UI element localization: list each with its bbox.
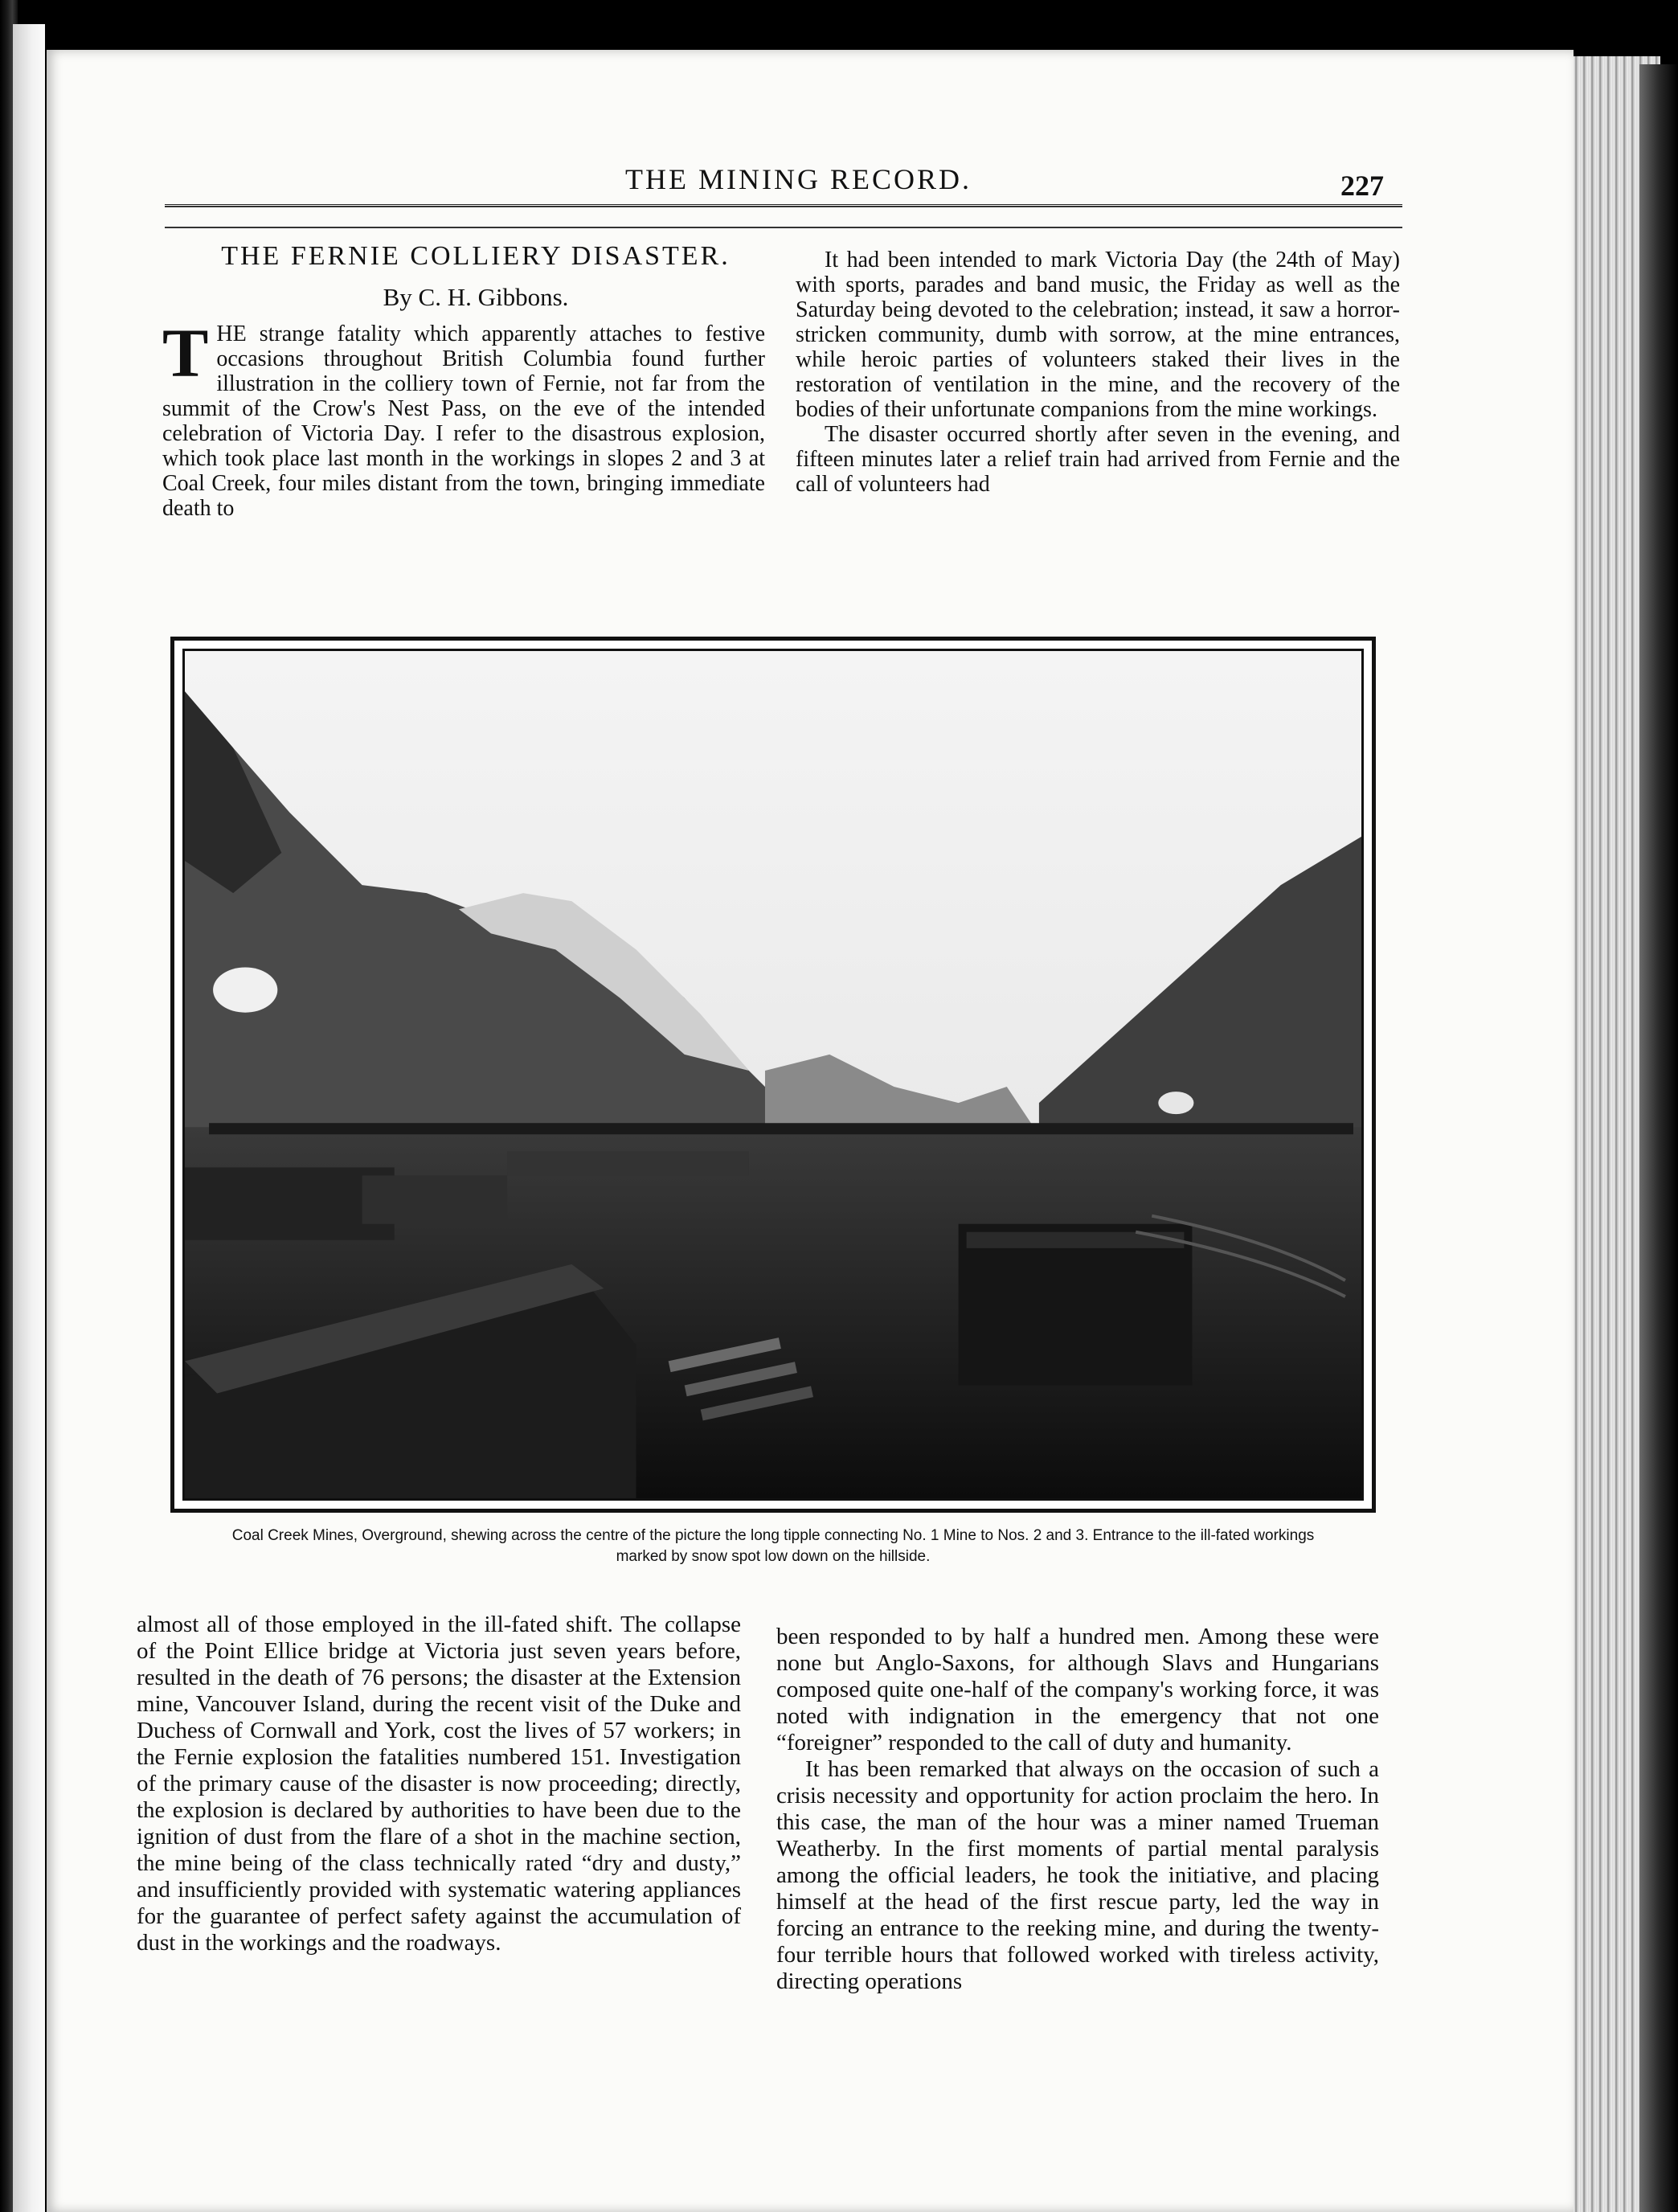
book-cover-edge: [1639, 64, 1678, 2212]
column-right-top: [796, 248, 1400, 497]
drop-cap: T: [162, 314, 209, 391]
paragraph: It has been remarked that always on the occasion of such a crisis necessity and opportunity for action proclaim the hero. In this case, the man of the hour was a miner named Trueman Weatherby. In the first moments of partial mental paralysis among the official leaders, he took the initiative, and placing himself at the head of the first rescue party, led the way in forcing an entrance to the reeking mine, and during the twenty-four terrible hours that followed worked with tireless activity, directing operations: [776, 1756, 1379, 1994]
column-left-bottom: [137, 1612, 741, 1956]
article-title: THE FERNIE COLLIERY DISASTER.: [221, 241, 731, 271]
opening-text: HE strange fatality which apparently attaches to festive occasions throughout British Columbia found further illustration in the colliery town of Fernie, not far from the summit of the Crow's Nest Pass, on the eve of the intended celebration of Victoria Day. I refer to the disastrous explosion, which took place last month in the workings in slopes 2 and 3 at Coal Creek, four miles distant from the town, bringing immediate death to: [162, 322, 765, 521]
paragraph: The disaster occurred shortly after seven in the evening, and fifteen minutes later a relief train had arrived from Fernie and the call of volunteers had: [796, 422, 1400, 497]
column-right-bottom: [776, 1624, 1379, 1995]
paragraph: almost all of those employed in the ill-fated shift. The collapse of the Point Ellice bridge at Victoria just seven years before, resulted in the death of 76 persons; the disaster at the Extension mine, Vancouver Island, during the recent visit of the Duke and Duchess of Cornwall and York, cost the lives of 57 workers; in the Fernie explosion the fatalities numbered 151. Investigation of the primary cause of the disaster is now proceeding; directly, the explosion is declared by authorities to have been due to the ignition of dust from the flare of a shot in the machine section, the mine being of the class technically rated “dry and dusty,” and insufficiently provided with systematic watering appliances for the guarantee of perfect safety against the accumulation of dust in the workings and the roadways.: [137, 1612, 741, 1956]
coal-creek-photo: [185, 651, 1361, 1498]
article-byline: By C. H. Gibbons.: [383, 283, 569, 311]
running-title: THE MINING RECORD.: [625, 163, 972, 195]
photo-frame: [182, 649, 1364, 1501]
header-rule: [165, 204, 1402, 207]
figure-caption: Coal Creek Mines, Overground, shewing across the centre of the picture the long tipple connecting No. 1 Mine to Nos. 2 and 3. Entrance to the ill-fated workings marked by snow spot low down on the hillside.: [231, 1527, 1315, 1565]
opening-paragraph: [162, 314, 765, 521]
photo-figure: [170, 637, 1376, 1513]
paragraph: been responded to by half a hundred men. Among these were none but Anglo-Saxons, for although Slavs and Hungarians composed quite one-half of the company's working force, it was noted with indignation in the emergency that not one “foreigner” responded to the call of duty and humanity.: [776, 1624, 1379, 1755]
column-left-top: [162, 314, 765, 521]
paragraph: It had been intended to mark Victoria Day (the 24th of May) with sports, parades and band music, the Friday as well as the Saturday being devoted to the celebration; instead, it saw a horror-stricken community, dumb with sorrow, at the mine entrances, while heroic parties of volunteers staked their lives in the restoration of ventilation in the mine, and the recovery of the bodies of their unfortunate companions from the mine workings.: [796, 248, 1400, 422]
header-rule-lower: [165, 227, 1402, 228]
page-number: 227: [1340, 170, 1384, 202]
facing-page-edge: [13, 24, 45, 2212]
